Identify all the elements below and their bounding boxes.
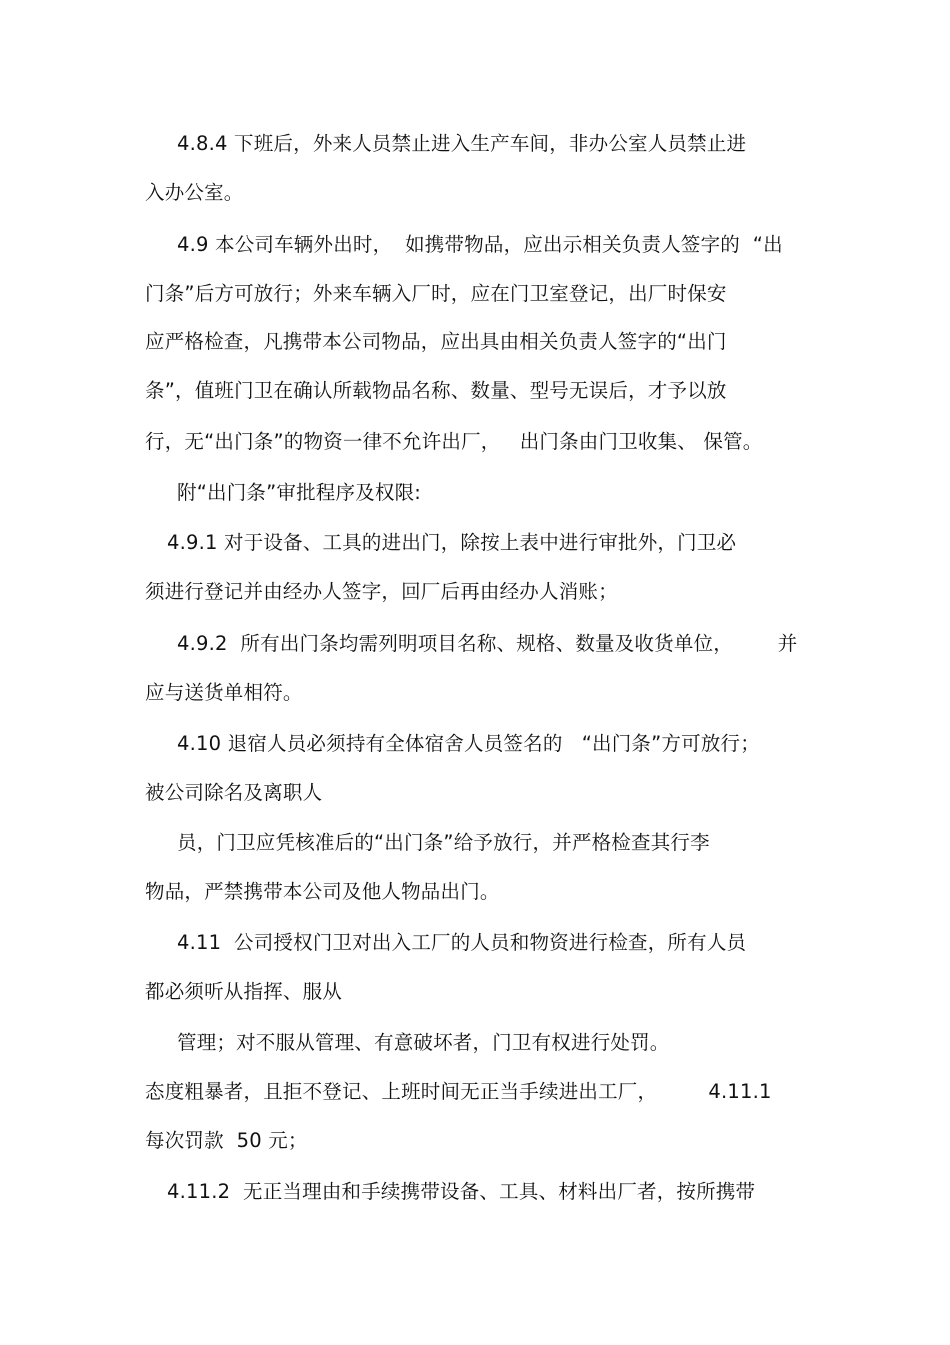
text-line: 每次罚款 50 元； bbox=[145, 1129, 308, 1152]
text-line: 应严格检查，凡携带本公司物品，应出具由相关负责人签字的“出门 bbox=[145, 330, 727, 353]
text-line: 入办公室。 bbox=[145, 181, 244, 204]
text-line: 条”，值班门卫在确认所载物品名称、数量、型号无误后，才予以放 bbox=[145, 379, 727, 402]
text-line: 4.11 公司授权门卫对出入工厂的人员和物资进行检查，所有人员 bbox=[177, 931, 747, 954]
text-line: 员，门卫应凭核准后的“出门条”给予放行，并严格检查其行李 bbox=[177, 831, 710, 854]
text-line: 被公司除名及离职人 bbox=[145, 781, 323, 804]
text-line: 附“出门条”审批程序及权限: bbox=[177, 481, 422, 504]
text-line: 物品，严禁携带本公司及他人物品出门。 bbox=[145, 880, 500, 903]
text-line: 4.9.2 所有出门条均需列明项目名称、规格、数量及收货单位， 并 bbox=[177, 632, 798, 655]
text-line: 应与送货单相符。 bbox=[145, 681, 303, 704]
text-line: 4.9.1 对于设备、工具的进出门，除按上表中进行审批外，门卫必 bbox=[167, 531, 737, 554]
text-line: 4.11.2 无正当理由和手续携带设备、工具、材料出厂者，按所携带 bbox=[167, 1180, 756, 1203]
text-line: 管理；对不服从管理、有意破坏者，门卫有权进行处罚。 bbox=[177, 1031, 670, 1054]
text-line: 须进行登记并由经办人签字，回厂后再由经办人消账； bbox=[145, 580, 618, 603]
text-line: 4.9 本公司车辆外出时， 如携带物品，应出示相关负责人签字的 “出 bbox=[177, 233, 783, 256]
text-line: 4.10 退宿人员必须持有全体宿舍人员签名的 “出门条”方可放行； bbox=[177, 732, 760, 755]
text-line: 4.8.4 下班后，外来人员禁止进入生产车间，非办公室人员禁止进 bbox=[177, 132, 747, 155]
text-line: 门条”后方可放行；外来车辆入厂时，应在门卫室登记，出厂时保安 bbox=[145, 282, 727, 305]
text-line: 行，无“出门条”的物资一律不允许出厂， 出门条由门卫收集、 保管。 bbox=[145, 430, 763, 453]
text-line: 态度粗暴者，且拒不登记、上班时间无正当手续进出工厂， 4.11.1 bbox=[145, 1080, 772, 1103]
text-line: 都必须听从指挥、服从 bbox=[145, 980, 343, 1003]
